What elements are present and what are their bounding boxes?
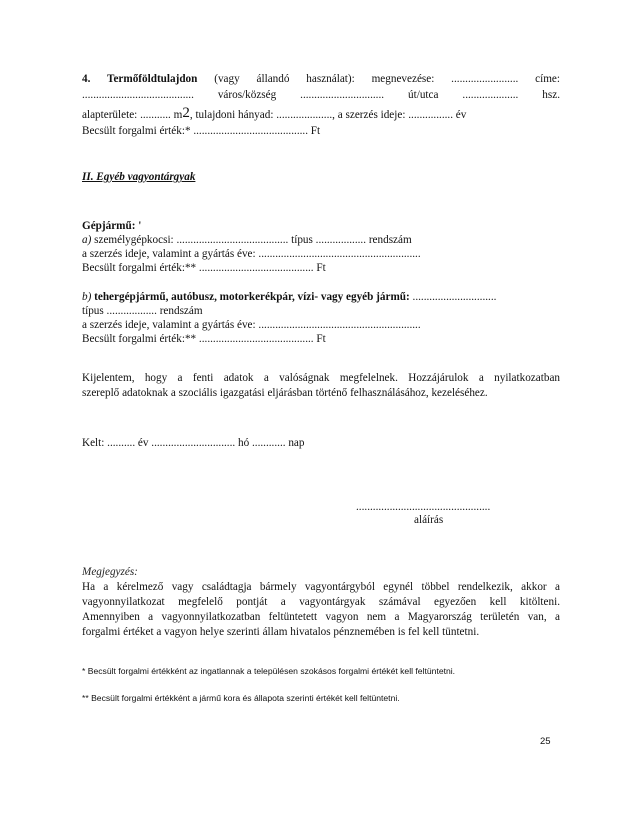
land-ownership-text: (vagy állandó használat): megnevezése: ........................ címe: bbox=[197, 73, 560, 85]
note-line-1: Ha a kérelmező vagy családtagja bármely vagyontárgyból egynél többel rendelkezik, akkor a bbox=[82, 581, 560, 593]
note-line-4: forgalmi értéket a vagyon helye szerinti állam hivatalos pénznemében is fel kell tüntetni. bbox=[82, 626, 480, 638]
page-number: 25 bbox=[540, 736, 551, 747]
date-line: Kelt: .......... év .............................. hó ............ nap bbox=[82, 437, 305, 449]
land-ownership-title: 4. Termőföldtulajdon bbox=[82, 73, 198, 85]
footnote-2: ** Becsült forgalmi értékként a jármű kora és állapota szerinti értékét kell feltüntetni. bbox=[82, 693, 400, 703]
section-2-title: II. Egyéb vagyontárgyak bbox=[82, 171, 196, 183]
vehicle-b-line-2: típus .................. rendszám bbox=[82, 305, 203, 317]
vehicle-b-dots: .............................. bbox=[409, 291, 497, 303]
land-estimated-value: Becsült forgalmi érték:* ......................................... Ft bbox=[82, 125, 321, 137]
vehicle-heading: Gépjármű: ' bbox=[82, 220, 142, 232]
area-rest: , tulajdoni hányad: ...................., a szerzés ideje: ................ év bbox=[189, 109, 467, 121]
declaration-line-2: szereplő adatoknak a szociális igazgatási eljárásban történő felhasználásához, kezeléséhez. bbox=[82, 387, 488, 399]
area-label: alapterülete: ........... m bbox=[82, 109, 183, 121]
vehicle-a-estimated-value: Becsült forgalmi érték:** ......................................... Ft bbox=[82, 262, 326, 274]
vehicle-b-title: tehergépjármű, autóbusz, motorkerékpár, vízi- vagy egyéb jármű: bbox=[91, 291, 410, 303]
vehicle-a-label: a) bbox=[82, 234, 92, 246]
area-unit-exponent: 2 bbox=[182, 105, 190, 121]
vehicle-b-estimated-value: Becsült forgalmi érték:** ......................................... Ft bbox=[82, 333, 326, 345]
land-ownership-line-1 bbox=[82, 72, 560, 88]
declaration-line-1: Kijelentem, hogy a fenti adatok a valóságnak megfelelnek. Hozzájárulok a nyilatkozatban bbox=[82, 372, 560, 384]
signature-label: aláírás bbox=[414, 514, 444, 526]
vehicle-b-label: b) bbox=[82, 291, 92, 303]
land-ownership-line-2: ........................................ város/község .............................. út/utca .................... hsz. bbox=[82, 89, 560, 101]
vehicle-a-line-2: a szerzés ideje, valamint a gyártás éve: .......................................................... bbox=[82, 248, 421, 260]
note-line-2: vagyonnyilatkozat megfelelő pontját a vagyontárgyak számával egyezően kell kitölteni. bbox=[82, 596, 560, 608]
land-ownership-line-3 bbox=[82, 106, 560, 124]
vehicle-b-line-3: a szerzés ideje, valamint a gyártás éve: .......................................................... bbox=[82, 319, 421, 331]
note-line-3: Amennyiben a vagyonnyilatkozatban feltüntetett vagyon nem a Magyarország területén van, a bbox=[82, 611, 560, 623]
vehicle-a-text: személygépkocsi: ........................................ típus .................. rendszám bbox=[91, 234, 412, 246]
footnote-1: * Becsült forgalmi értékként az ingatlannak a településen szokásos forgalmi értékét kell feltüntetni. bbox=[82, 666, 456, 676]
signature-line: ................................................ bbox=[356, 501, 491, 513]
note-heading: Megjegyzés: bbox=[82, 566, 138, 578]
